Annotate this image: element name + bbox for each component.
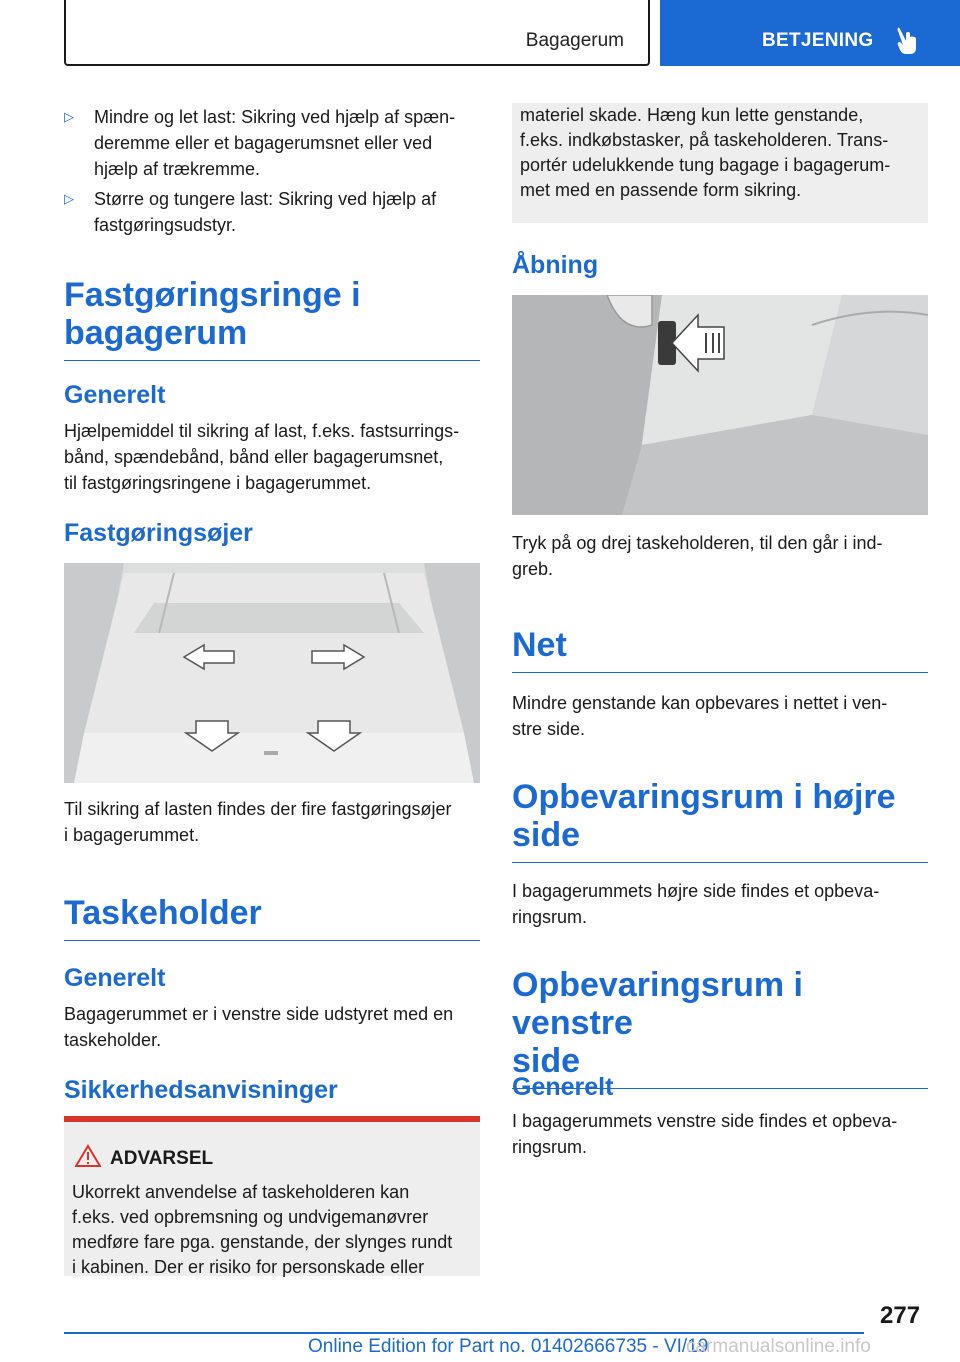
header-section-box bbox=[64, 0, 650, 66]
paragraph-storage-right: I bagagerummets højre side findes et opbeva- ringsrum. bbox=[512, 881, 880, 927]
heading-storage-right: Opbevaringsrum i højre side bbox=[512, 778, 928, 863]
warning-title: ADVARSEL bbox=[110, 1148, 214, 1169]
heading-bag-holder: Taskeholder bbox=[64, 894, 480, 941]
footer-divider bbox=[64, 1332, 864, 1334]
heading-fastening-rings: Fastgøringsringe i bagagerum bbox=[64, 276, 480, 361]
heading-general-2: Generelt bbox=[64, 964, 166, 992]
header-section-title: Bagagerum bbox=[525, 30, 624, 51]
heading-fastening-eyes: Fastgøringsøjer bbox=[64, 519, 253, 547]
footer-edition: Online Edition for Part no. 01402666735 - VI/19 bbox=[308, 1336, 709, 1357]
warning-continuation: materiel skade. Hæng kun lette genstande, f.eks. indkøbstasker, på taskeholderen. Trans- portér udelukkende tung bagage i bagagerum- met med en passende form sikring. bbox=[512, 103, 928, 223]
heading-general-1: Generelt bbox=[64, 381, 166, 409]
paragraph-fastening-eyes: Til sikring af lasten findes der fire fastgøringsøjer i bagagerummet. bbox=[64, 799, 452, 845]
paragraph-opening: Tryk på og drej taskeholderen, til den går i ind- greb. bbox=[512, 533, 883, 579]
paragraph-general-2: Bagagerummet er i venstre side udstyret med en taskeholder. bbox=[64, 1004, 454, 1050]
footer-watermark: carmanualsonline.info bbox=[686, 1336, 871, 1357]
warning-box bbox=[64, 1116, 480, 1276]
list-item bbox=[64, 104, 480, 182]
bullet-text: Større og tungere last: Sikring ved hjælp af fastgøringsudstyr. bbox=[94, 189, 437, 235]
triangle-bullet-icon: ▷ bbox=[64, 191, 74, 206]
pointing-hand-icon bbox=[895, 26, 921, 56]
bullet-text: Mindre og let last: Sikring ved hjælp af spæn- deremme eller et bagagerumsnet eller ved hjælp af trækremme. bbox=[94, 107, 456, 179]
header-chapter-title: BETJENING bbox=[762, 30, 874, 51]
bag-holder-image bbox=[512, 295, 928, 515]
paragraph-net: Mindre genstande kan opbevares i nettet i ven- stre side. bbox=[512, 693, 888, 739]
heading-safety: Sikkerhedsanvisninger bbox=[64, 1076, 338, 1104]
header-chapter-tab[interactable] bbox=[660, 0, 960, 66]
heading-storage-left: Opbevaringsrum i venstre side bbox=[512, 966, 928, 1089]
trunk-floor-image bbox=[64, 563, 480, 783]
warning-body: Ukorrekt anvendelse af taskeholderen kan f.eks. ved opbremsning og undvigemanøvrer medføre fare pga. genstande, der slynges rundt i kabinen. Der er risiko for personskade eller bbox=[72, 1182, 453, 1277]
list-item bbox=[64, 186, 480, 238]
heading-general-3: Generelt bbox=[512, 1073, 614, 1101]
triangle-bullet-icon: ▷ bbox=[64, 109, 74, 124]
warning-triangle-icon bbox=[75, 1144, 101, 1168]
page-number: 277 bbox=[880, 1302, 921, 1329]
paragraph-general-1: Hjælpemiddel til sikring af last, f.eks. fastsurrings- bånd, spændebånd, bånd eller bagagerumsnet, til fastgøringsringene i bagagerummet. bbox=[64, 421, 460, 493]
paragraph-storage-left: I bagagerummets venstre side findes et opbeva- ringsrum. bbox=[512, 1111, 898, 1157]
heading-opening: Åbning bbox=[512, 251, 599, 279]
heading-net: Net bbox=[512, 626, 928, 673]
